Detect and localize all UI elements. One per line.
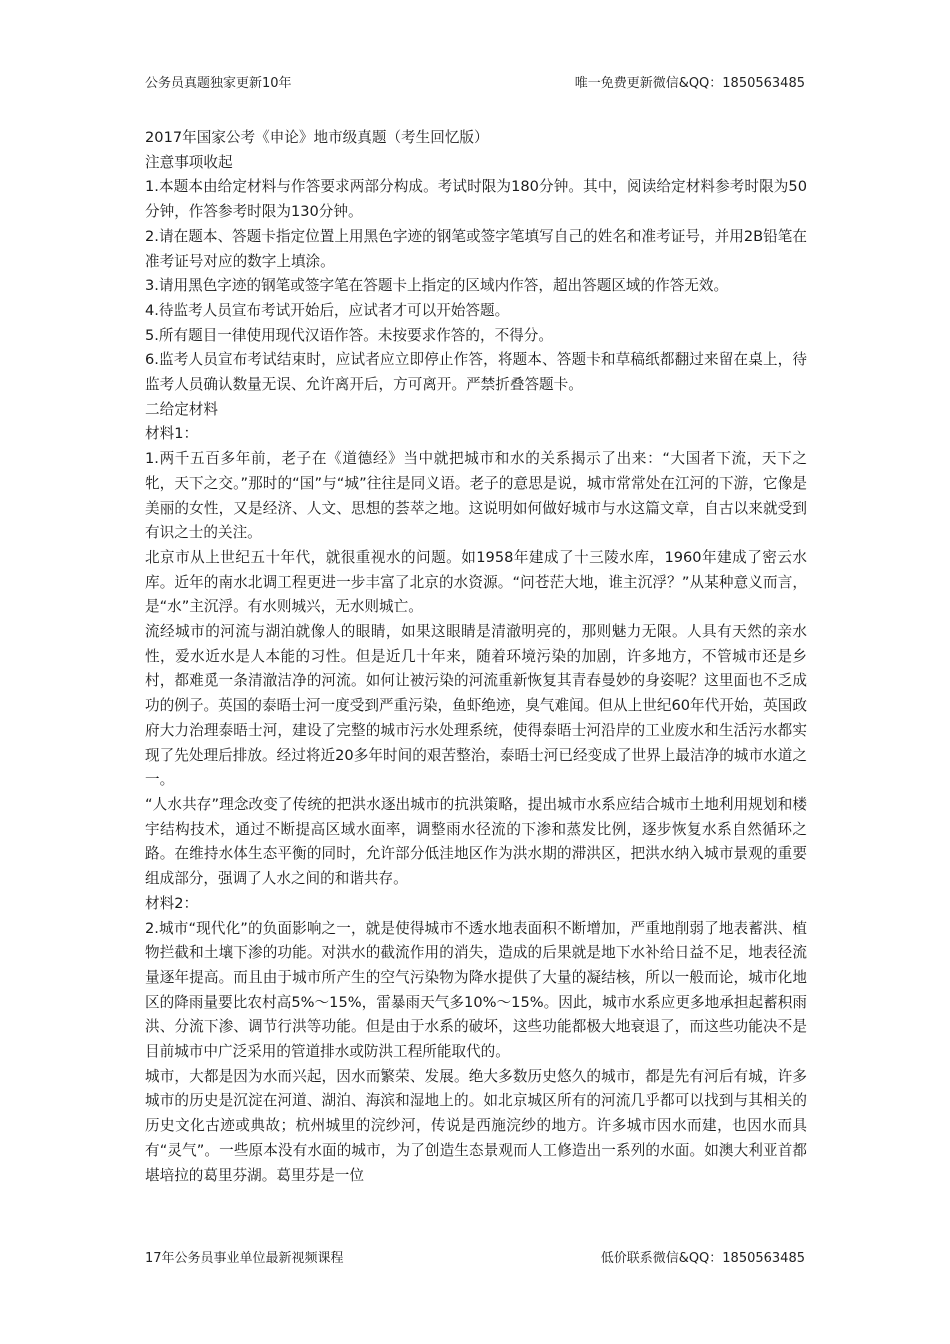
materials-heading: 二给定材料 <box>145 400 218 418</box>
material-paragraph: “人水共存”理念改变了传统的把洪水逐出城市的抗洪策略，提出城市水系应结合城市土地利用规划和楼宇结构技术，通过不断提高区域水面率，调整雨水径流的下渗和蒸发比例，逐步恢复水系自然循环之路。在维持水体生态平衡的同时，允许部分低洼地区作为洪水期的滞洪区，把洪水纳入城市景观的重要组成部分，强调了人水之间的和谐共存。 <box>145 795 807 888</box>
material-paragraph: 北京市从上世纪五十年代，就很重视水的问题。如1958年建成了十三陵水库，1960年建成了密云水库。近年的南水北调工程更进一步丰富了北京的水资源。“问苍茫大地，谁主沉浮？”从某种意义而言，是“水”主沉浮。有水则城兴，无水则城亡。 <box>145 548 807 616</box>
material2-heading: 材料2： <box>145 894 199 912</box>
material1-heading: 材料1： <box>145 425 199 443</box>
header-left-text: 公务员真题独家更新10年 <box>145 76 292 91</box>
notice-item: 5.所有题目一律使用现代汉语作答。未按要求作答的，不得分。 <box>145 326 553 344</box>
material-paragraph: 2.城市“现代化”的负面影响之一，就是使得城市不透水地表面积不断增加，严重地削弱了地表蓄洪、植物拦截和土壤下渗的功能。对洪水的截流作用的消失，造成的后果就是地下水补给日益不足，地表径流量逐年提高。而且由于城市所产生的空气污染物为降水提供了大量的凝结核，所以一般而论，城市化地区的降雨量要比农村高5%～15%，雷暴雨天气多10%～15%。因此，城市水系应更多地承担起蓄积雨洪、分流下渗、调节行洪等功能。但是由于水系的破坏，这些功能都极大地衰退了，而这些功能决不是目前城市中广泛采用的管道排水或防洪工程所能取代的。 <box>145 919 807 1061</box>
page-footer <box>145 1247 805 1266</box>
notice-heading: 注意事项收起 <box>145 153 233 171</box>
material-paragraph: 流经城市的河流与湖泊就像人的眼睛，如果这眼睛是清澈明亮的，那则魅力无限。人具有天然的亲水性，爱水近水是人本能的习性。但是近几十年来，随着环境污染的加剧，许多地方，不管城市还是乡村，都难觅一条清澈洁净的河流。如何让被污染的河流重新恢复其青春曼妙的身姿呢？这里面也不乏成功的例子。英国的泰晤士河一度受到严重污染，鱼虾绝迹，臭气难闻。但从上世纪60年代开始，英国政府大力治理泰晤士河，建设了完整的城市污水处理系统，使得泰晤士河沿岸的工业废水和生活污水都实现了先处理后排放。经过将近20多年时间的艰苦整治，泰晤士河已经变成了世界上最洁净的城市水道之一。 <box>145 623 807 789</box>
notice-item: 6.监考人员宣布考试结束时，应试者应立即停止作答，将题本、答题卡和草稿纸都翻过来留在桌上，待监考人员确认数量无误、允许离开后，方可离开。严禁折叠答题卡。 <box>145 351 807 394</box>
notice-item: 3.请用黑色字迹的钢笔或签字笔在答题卡上指定的区域内作答，超出答题区域的作答无效。 <box>145 277 729 295</box>
document-title: 2017年国家公考《申论》地市级真题（考生回忆版） <box>145 129 489 146</box>
material-paragraph: 1.两千五百多年前，老子在《道德经》当中就把城市和水的关系揭示了出来：“大国者下流，天下之牝，天下之交。”那时的“国”与“城”往往是同义语。老子的意思是说，城市常常处在江河的下游，它像是美丽的女性，又是经济、人文、思想的荟萃之地。这说明如何做好城市与水这篇文章，自古以来就受到有识之士的关注。 <box>145 450 807 542</box>
footer-left-text: 17年公务员事业单位最新视频课程 <box>145 1251 344 1266</box>
header-right-text: 唯一免费更新微信&QQ：1850563485 <box>574 76 805 91</box>
document-body <box>145 126 807 1188</box>
notice-item: 1.本题本由给定材料与作答要求两部分构成。考试时限为180分钟。其中，阅读给定材料参考时限为50分钟，作答参考时限为130分钟。 <box>145 178 807 221</box>
notice-item: 4.待监考人员宣布考试开始后，应试者才可以开始答题。 <box>145 301 510 319</box>
notice-item: 2.请在题本、答题卡指定位置上用黑色字迹的钢笔或签字笔填写自己的姓名和准考证号，并用2B铅笔在准考证号对应的数字上填涂。 <box>145 227 807 270</box>
page-header <box>145 72 805 91</box>
material-paragraph: 城市，大都是因为水而兴起，因水而繁荣、发展。绝大多数历史悠久的城市，都是先有河后有城，许多城市的历史是沉淀在河道、湖泊、海滨和湿地上的。如北京城区所有的河流几乎都可以找到与其相关的历史文化古迹或典故；杭州城里的浣纱河，传说是西施浣纱的地方。许多城市因水而建，也因水而具有“灵气”。一些原本没有水面的城市，为了创造生态景观而人工修造出一系列的水面。如澳大利亚首都堪培拉的葛里芬湖。葛里芬是一位 <box>145 1067 807 1184</box>
footer-right-text: 低价联系微信&QQ：1850563485 <box>600 1251 805 1266</box>
